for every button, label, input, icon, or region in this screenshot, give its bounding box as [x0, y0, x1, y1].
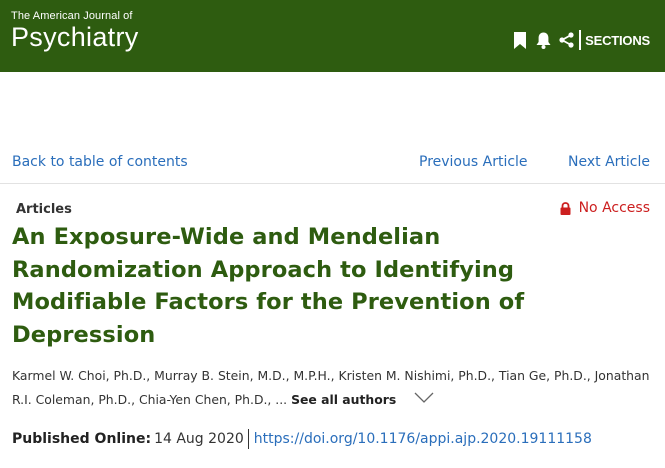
doi-link[interactable]: https://doi.org/10.1176/appi.ajp.2020.19111158: [253, 431, 592, 447]
back-to-toc-link[interactable]: Back to table of contents: [12, 154, 188, 170]
author-names: Karmel W. Choi, Ph.D., Murray B. Stein, M.D., M.P.H., Kristen M. Nishimi, Ph.D., Tian Ge, Ph.D., Jonathan R.I. Coleman, Ph.D., Chia-Yen Chen, Ph.D., ...: [12, 368, 650, 407]
author-list: [12, 364, 652, 412]
toolbar-divider: [579, 30, 581, 50]
access-label: No Access: [578, 200, 650, 216]
logo-title: Psychiatry: [11, 22, 139, 52]
published-label: Published Online:: [12, 431, 152, 447]
logo-subtitle: The American Journal of: [11, 10, 133, 22]
sections-button[interactable]: SECTIONS: [585, 32, 650, 48]
see-all-authors-link[interactable]: See all authors: [291, 392, 397, 407]
site-header: [0, 0, 665, 72]
share-icon[interactable]: [557, 30, 575, 50]
access-status: [560, 200, 650, 216]
publication-divider: [248, 429, 249, 449]
published-date: 14 Aug 2020: [154, 431, 244, 447]
previous-article-link[interactable]: Previous Article: [419, 154, 528, 170]
lock-icon: [560, 202, 571, 215]
journal-logo[interactable]: [11, 10, 139, 52]
article-navigation: [0, 152, 665, 174]
bookmark-icon[interactable]: [511, 30, 529, 50]
article-title: An Exposure-Wide and Mendelian Randomization Approach to Identifying Modifiable Factors for the Prevention of Depression: [12, 224, 525, 348]
publication-info: [12, 429, 592, 449]
header-toolbar: [506, 29, 650, 51]
next-article-link[interactable]: Next Article: [568, 154, 650, 170]
chevron-down-icon[interactable]: [414, 387, 434, 411]
section-divider: [0, 183, 665, 184]
bell-icon[interactable]: [534, 30, 552, 50]
article-type-label: Articles: [16, 202, 72, 217]
